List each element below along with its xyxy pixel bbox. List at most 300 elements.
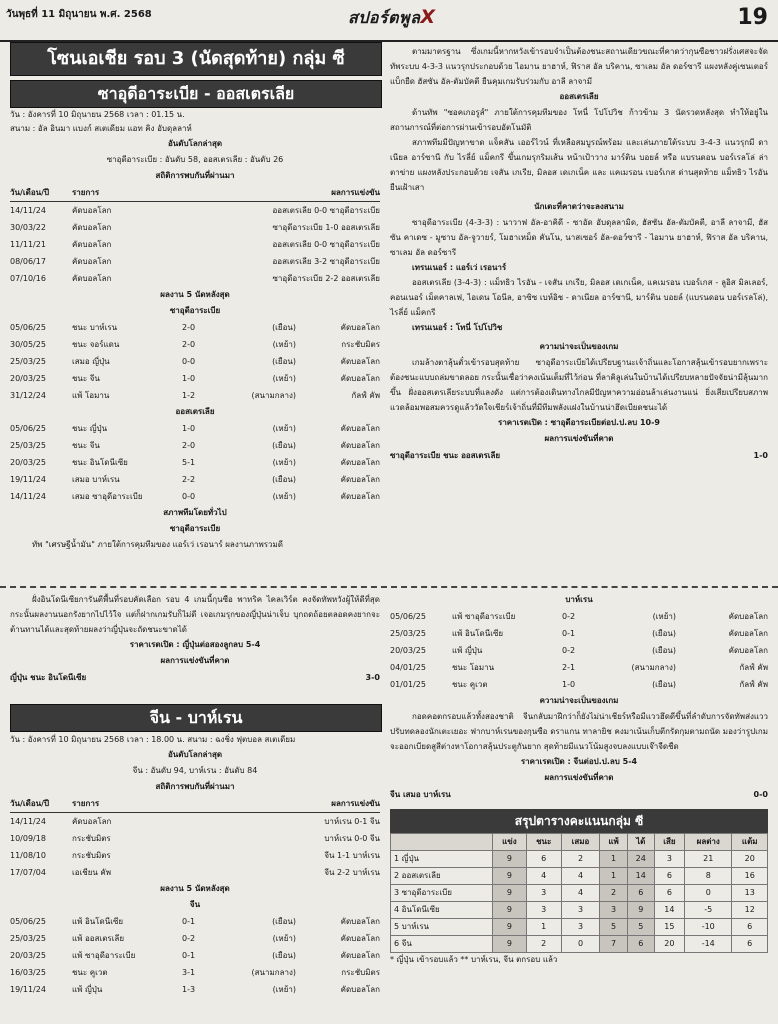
japan-indo-score: 3-0 [365, 673, 380, 682]
form-venue: (เยือน) [652, 680, 676, 689]
standings-cell: 15 [654, 919, 684, 936]
standings-col-header: เสมอ [561, 834, 600, 851]
form-date: 31/12/24 [10, 391, 46, 400]
m3-rank-text: จีน : อันดับ 94, บาห์เรน : อันดับ 84 [132, 766, 258, 775]
form-venue: (เยือน) [272, 951, 296, 960]
standings-row [391, 919, 768, 936]
form-venue: (สนามกลาง) [631, 663, 676, 672]
form-venue: (เหย้า) [272, 934, 296, 943]
h2h-result: จีน 2-2 บาห์เรน [324, 868, 380, 877]
form-competition: คัดบอลโลก [340, 475, 380, 484]
h2h-row [10, 830, 380, 847]
m3-form-team2: บาห์เรน [565, 595, 593, 604]
m3-form-list-team1 [10, 913, 380, 998]
form-venue: (สนามกลาง) [251, 968, 296, 977]
m3-h2h-col-result: ผลการแข่งขัน [331, 799, 380, 808]
form-row [390, 608, 768, 625]
form-row [10, 471, 380, 488]
standings-cell: -10 [685, 919, 732, 936]
saudi-analysis: ตามมาตรฐาน ซึ่งเกมนี้หากหวังเข้ารอบจำเป็นต้องชนะสถานเดียวขณะที่คาดว่ากุนซือชาวฝรั่งเศสจะจัดทัพระบบ 4-3-3 แนวรุกประกอบด้วย ไอมาน ยาฮาห์, ฟิราส อัล บริคาน, ซาเลม อัล ดอร์ซารี แผงหลังคู่เซนเตอร์แบ็กยืด ฮัสซัน อัล-ตัมบัคตี ยืนคุมเกมรับร่วมกับ อาลี ลาจามี [390, 47, 768, 86]
h2h-row [10, 813, 380, 830]
form-date: 25/03/25 [10, 441, 46, 450]
m3-h2h-col-comp: รายการ [72, 799, 100, 808]
form-score: 1-3 [182, 985, 196, 994]
h2h-date: 10/09/18 [10, 834, 46, 843]
standings-cell: 2 [600, 885, 627, 902]
form-date: 25/03/25 [10, 357, 46, 366]
aus-heading: ออสเตรเลีย [559, 92, 599, 101]
standings-cell: 24 [627, 851, 654, 868]
standings-cell: 1 [600, 851, 627, 868]
form-score: 2-0 [182, 340, 196, 349]
form-score: 0-0 [182, 492, 196, 501]
form-date: 05/06/25 [10, 424, 46, 433]
page-header [0, 0, 778, 42]
match2-tail [10, 592, 380, 686]
standings-row [391, 868, 768, 885]
form-venue: (เยือน) [272, 475, 296, 484]
form-competition: คัดบอลโลก [340, 323, 380, 332]
form-competition: กัลฟ์ คัพ [351, 391, 380, 400]
match3-title: จีน - บาห์เรน [10, 704, 382, 732]
h2h-result: บาห์เรน 0-0 จีน [324, 834, 380, 843]
form-row [10, 454, 380, 471]
form-row [10, 319, 380, 336]
form-competition: คัดบอลโลก [340, 951, 380, 960]
standings-cell: 4 [526, 868, 561, 885]
prediction-text: ซาอุดีอาระเบีย ชนะ ออสเตรเลีย [390, 451, 501, 460]
m3-rank-heading: อันดับโลกล่าสุด [167, 750, 223, 759]
standings-cell: 3 [561, 919, 600, 936]
match1-info-time: วัน : อังคารที่ 10 มิถุนายน 2568 เวลา : 01.15 น. [10, 110, 185, 119]
team-news-sub: ซาอุดีอาระเบีย [169, 524, 221, 533]
h2h-competition: คัดบอลโลก [72, 257, 112, 266]
form-competition: คัดบอลโลก [340, 985, 380, 994]
form-venue: (เหย้า) [272, 374, 296, 383]
form-score: 0-1 [182, 917, 196, 926]
form-list-team2 [10, 420, 380, 505]
standings-cell: 3 [526, 902, 561, 919]
form-date: 20/03/25 [390, 646, 426, 655]
standings-col-header: เสีย [654, 834, 684, 851]
form-date: 01/01/25 [390, 680, 426, 689]
form-date: 16/03/25 [10, 968, 46, 977]
standings-col-header: แพ้ [600, 834, 627, 851]
aus-analysis-2: สภาพทีมมีปัญหาขาด แจ็คสัน เออร์ไวน์ ที่เหลือสมบูรณ์พร้อม และเล่นภายใต้ระบบ 3-4-3 แนวรุกมี ดาเนียล อาร์ซานี กับ ไรลี่ย์ แม็คกรี ขึ้นเกมรุกริมเส้น หน้าเป้าวาง มาร์ติน บอยล์ หรือ แบรนดอน บอร์เรลโล่ ล่าตาข่าย แผงหลังประกอบด้วย เจสัน เกเรีย, มิลอส เดเกเน็ค และ แคเมรอน เบอร์เกส ด่านสุดท้าย แม็ทธิว ไรอัน ยืนเฝ้าเสา [390, 138, 768, 192]
form-row [10, 930, 380, 947]
form-opponent: ชนะ บาห์เรน [72, 323, 118, 332]
japan-indo-text: ฝั่งอินโดนีเซียการันตีพื้นที่รอบคัดเลือก รอบ 4 เกมนี้กุนซือ พาทริค ไคลเวิร์ต คงจัดทัพหวังผู้ให้ดีที่สุด กระนั้นผลงานนอกรังยากไปไว้ใจ แต่ก็ฝากเกมรับก็ไม่ดี เจอเกมรุกของญี่ปุ่นน่าเจ็บ บุกถดถ้อยตลอดคงยากจะต้านทานได้และสุดท้ายผลงว่าญี่ปุ่นจะถัดชนะขาดได้ [10, 595, 380, 634]
form-row [390, 642, 768, 659]
h2h-date: 07/10/16 [10, 274, 46, 283]
h2h-result: บาห์เรน 0-1 จีน [324, 817, 380, 826]
standings-cell: 3 [600, 902, 627, 919]
h2h-result: ออสเตรเลีย 0-0 ซาอุดีอาระเบีย [272, 240, 380, 249]
h2h-date: 14/11/24 [10, 206, 46, 215]
standings-cell: 1 [526, 919, 561, 936]
standings-cell: 6 [654, 885, 684, 902]
form-date: 19/11/24 [10, 985, 46, 994]
form-opponent: เสมอ ญี่ปุ่น [72, 357, 110, 366]
form-opponent: ชนะ ญี่ปุ่น [72, 424, 108, 433]
h2h-row [10, 202, 380, 219]
form-venue: (เยือน) [272, 323, 296, 332]
standings-cell: 4 [561, 868, 600, 885]
standings-cell: 9 [492, 868, 526, 885]
standings-note: * ญี่ปุ่น เข้ารอบแล้ว ** บาห์เรน, จีน ตกรอบ แล้ว [390, 955, 558, 964]
form-competition: คัดบอลโลก [728, 612, 768, 621]
form-opponent: แพ้ อินโดนีเซีย [452, 629, 504, 638]
standings-cell: 12 [732, 902, 768, 919]
form-date: 05/06/25 [10, 917, 46, 926]
form-opponent: ชนะ คูเวต [72, 968, 108, 977]
h2h-date: 30/03/22 [10, 223, 46, 232]
form-row [10, 488, 380, 505]
h2h-result: ออสเตรเลีย 0-0 ซาอุดีอาระเบีย [272, 206, 380, 215]
form-competition: กัลฟ์ คัพ [739, 680, 768, 689]
form-date: 25/03/25 [390, 629, 426, 638]
h2h-competition: คัดบอลโลก [72, 274, 112, 283]
form-competition: คัดบอลโลก [340, 934, 380, 943]
section-title: โซนเอเชีย รอบ 3 (นัดสุดท้าย) กลุ่ม ซี [10, 42, 382, 76]
form-score: 1-0 [182, 424, 196, 433]
chance-heading: ความน่าจะเป็นของเกม [539, 342, 619, 351]
standings-cell: 3 [561, 902, 600, 919]
form-opponent: ชนะ จีน [72, 441, 100, 450]
form-opponent: แพ้ ญี่ปุ่น [452, 646, 483, 655]
page-number: 19 [737, 5, 768, 30]
h2h-date: 11/08/10 [10, 851, 46, 860]
form-competition: คัดบอลโลก [340, 458, 380, 467]
standings-col-header: แข่ง [492, 834, 526, 851]
standings-cell: 6 [627, 885, 654, 902]
japan-indo-pred-row [10, 669, 380, 686]
h2h-row [10, 864, 380, 881]
standings-cell: 4 [561, 885, 600, 902]
form-venue: (เหย้า) [272, 492, 296, 501]
match1-right [390, 44, 768, 464]
h2h-row [10, 219, 380, 236]
m3-form-heading: ผลงาน 5 นัดหลังสุด [160, 884, 230, 893]
form-date: 25/03/25 [10, 934, 46, 943]
h2h-date: 17/07/04 [10, 868, 46, 877]
form-score: 0-0 [182, 357, 196, 366]
h2h-competition: คัดบอลโลก [72, 817, 112, 826]
standings-team: 6 จีน [391, 936, 493, 953]
prediction-heading: ผลการแข่งขันที่คาด [544, 434, 614, 443]
aus-analysis-1: ด้านทัพ "ซอคเกอรูส์" ภายใต้การคุมทีมของ โทนี่ โปโปวิช ก้าวข้าม 3 นัดรวดหลังสุด ทำให้อยู่ในสถานการณ์ที่ต่อการผ่านเข้ารอบอัตโนมัติ [390, 108, 768, 132]
h2h-result: ซาอุดีอาระเบีย 1-0 ออสเตรเลีย [272, 223, 380, 232]
standings-cell: 9 [492, 902, 526, 919]
m3-h2h-heading: สถิติการพบกันที่ผ่านมา [155, 782, 235, 791]
match1-title: ซาอุดีอาระเบีย - ออสเตรเลีย [10, 80, 382, 108]
standings-cell: 8 [685, 868, 732, 885]
h2h-result: ออสเตรเลีย 3-2 ซาอุดีอาระเบีย [272, 257, 380, 266]
form-score: 0-1 [182, 951, 196, 960]
form-venue: (เยือน) [272, 357, 296, 366]
form-competition: คัดบอลโลก [340, 917, 380, 926]
h2h-date: 11/11/21 [10, 240, 46, 249]
m3-chance-text: กอดคอตกรอบแล้วทั้งสองชาติ จีนกลับมาฝีกว่าก็ยังไม่น่าเชียร์หรือมีแววฮึดดีขึ้นที่ลำดับการจัดทัพส่งแววปรับทดลองนักเตะเยอะ ฟากบาห์เรนของกุนซือ ดราแกน ทาลายิช คงมาเน้นเก็บตีกรัดกุมตามถนัด มองว่ารูปเกมจะออกเบียดสูสีต่างหาโอกาสลุ้นประตูกันยาก สุดท้ายมีแนวโน้มสูงจบลงแบบเจ๊าจืดชืด [390, 712, 768, 751]
standings-cell: 6 [654, 868, 684, 885]
standings-cell: 9 [492, 936, 526, 953]
standings-row [391, 851, 768, 868]
standings-team-col [391, 834, 493, 851]
team-news-text: ทัพ "เศรษฐีน้ำมัน" ภายใต้การคุมทีมของ แอร์เว่ เรอนาร์ ผลงานภาพรวมดี [32, 540, 283, 549]
h2h-competition: คัดบอลโลก [72, 206, 112, 215]
m3-h2h-header-row [10, 795, 380, 813]
form-score: 0-1 [562, 629, 576, 638]
h2h-date: 08/06/17 [10, 257, 46, 266]
form-date: 20/03/25 [10, 458, 46, 467]
form-team1: ซาอุดีอาระเบีย [169, 306, 221, 315]
form-opponent: ชนะ คูเวต [452, 680, 488, 689]
form-opponent: แพ้ ซาอุดีอาระเบีย [452, 612, 516, 621]
standings-team: 1 ญี่ปุ่น [391, 851, 493, 868]
standings-cell: 6 [526, 851, 561, 868]
standings-row [391, 936, 768, 953]
form-opponent: แพ้ อินโดนีเซีย [72, 917, 124, 926]
form-opponent: ชนะ จอร์แดน [72, 340, 120, 349]
form-team2: ออสเตรเลีย [175, 407, 215, 416]
form-row [10, 964, 380, 981]
lineup-aus: ออสเตรเลีย (3-4-3) : แม็ทธิว ไรอัน - เจสัน เกเรีย, มิลอส เดเกเน็ค, แคเมรอน เบอร์เกส - ลูอิส มิลเลอร์, คอนเนอร์ เม็ตคาลเฟ, ไอเดน โอนีล, อาซิซ เบห์อิช - ดาเนียล อาร์ซานี, มาร์ติน บอยล์ (แบรนดอน บอร์เรลโล่), ไรลี่ย์ แม็คกรี [390, 278, 768, 317]
form-competition: กระชับมิตร [341, 968, 380, 977]
match3-info: วัน : อังคารที่ 10 มิถุนายน 2568 เวลา : 18.00 น. สนาม : ฉงชิ่ง ฟุตบอล สเตเดียม [10, 735, 296, 744]
form-opponent: แพ้ โอมาน [72, 391, 110, 400]
standings-title: สรุปตารางคะแนนกลุ่ม ซี [390, 809, 768, 833]
h2h-competition: เอเชียน คัพ [72, 868, 112, 877]
h2h-competition: กระชับมิตร [72, 834, 111, 843]
standings-table [390, 833, 768, 953]
form-competition: กระชับมิตร [341, 340, 380, 349]
h2h-result: จีน 1-1 บาห์เรน [324, 851, 380, 860]
standings-col-header: แต้ม [732, 834, 768, 851]
newspaper-logo: สปอร์ตพูลX [348, 6, 436, 28]
h2h-date: 14/11/24 [10, 817, 46, 826]
form-row [10, 370, 380, 387]
japan-indo-pred: ญี่ปุ่น ชนะ อินโดนีเซีย [10, 673, 87, 682]
form-opponent: ชนะ อินโดนีเซีย [72, 458, 128, 467]
h2h-row [10, 253, 380, 270]
standings-cell: 7 [600, 936, 627, 953]
form-date: 05/06/25 [10, 323, 46, 332]
m3-h2h-list [10, 813, 380, 881]
m3-price: ราคาเรตเปิด : จีนต่อป.ป.ลบ 5-4 [520, 757, 638, 766]
match3-right [390, 592, 768, 967]
standings-cell: 5 [627, 919, 654, 936]
lineup-heading: นักเตะที่คาดว่าจะลงสนาม [534, 202, 624, 211]
form-opponent: ชนะ โอมาน [452, 663, 495, 672]
form-heading: ผลงาน 5 นัดหลังสุด [160, 290, 230, 299]
m3-chance-heading: ความน่าจะเป็นของเกม [539, 696, 619, 705]
m3-h2h-col-date: วัน/เดือน/ปี [10, 799, 50, 808]
h2h-list [10, 202, 380, 287]
form-row [390, 676, 768, 693]
form-venue: (เยือน) [652, 646, 676, 655]
standings-cell: -5 [685, 902, 732, 919]
form-competition: กัลฟ์ คัพ [739, 663, 768, 672]
form-score: 2-1 [562, 663, 576, 672]
form-date: 04/01/25 [390, 663, 426, 672]
standings-col-header: ผลต่าง [685, 834, 732, 851]
standings-team: 2 ออสเตรเลีย [391, 868, 493, 885]
standings-cell: 9 [492, 851, 526, 868]
match1-info-venue: สนาม : อัล อินมา แบงก์ สเตเดียม แอท คิง อับดุลลาห์ [10, 124, 192, 133]
form-venue: (เยือน) [272, 917, 296, 926]
form-score: 2-0 [182, 323, 196, 332]
standings-cell: 0 [561, 936, 600, 953]
form-date: 19/11/24 [10, 475, 46, 484]
match1-left [10, 108, 380, 552]
form-competition: คัดบอลโลก [340, 374, 380, 383]
standings-cell: 21 [685, 851, 732, 868]
section-divider [0, 586, 778, 588]
form-competition: คัดบอลโลก [340, 357, 380, 366]
form-score: 0-2 [562, 646, 576, 655]
standings-cell: 14 [654, 902, 684, 919]
m3-pred-row [390, 786, 768, 803]
standings-cell: 20 [732, 851, 768, 868]
form-row [10, 981, 380, 998]
standings-cell: 16 [732, 868, 768, 885]
h2h-competition: คัดบอลโลก [72, 240, 112, 249]
coach-aus: เทรนเนอร์ : โทนี่ โปโปวิช [412, 323, 503, 332]
standings-row [391, 885, 768, 902]
standings-cell: 3 [654, 851, 684, 868]
form-date: 20/03/25 [10, 374, 46, 383]
form-competition: คัดบอลโลก [340, 492, 380, 501]
standings-col-header: ได้ [627, 834, 654, 851]
standings-cell: 20 [654, 936, 684, 953]
standings-team: 3 ซาอุดีอาระเบีย [391, 885, 493, 902]
form-opponent: แพ้ ออสเตรเลีย [72, 934, 125, 943]
form-score: 0-2 [562, 612, 576, 621]
form-score: 5-1 [182, 458, 196, 467]
form-score: 0-2 [182, 934, 196, 943]
standings-col-header: ชนะ [526, 834, 561, 851]
standings-cell: 1 [600, 868, 627, 885]
form-venue: (เหย้า) [272, 458, 296, 467]
standings-cell: 5 [600, 919, 627, 936]
m3-pred: จีน เสมอ บาห์เรน [390, 790, 451, 799]
standings-team: 4 อินโดนีเซีย [391, 902, 493, 919]
h2h-col-result: ผลการแข่งขัน [331, 188, 380, 197]
m3-form-team1: จีน [189, 900, 201, 909]
form-row [10, 437, 380, 454]
form-row [10, 947, 380, 964]
form-score: 1-0 [562, 680, 576, 689]
form-score: 2-2 [182, 475, 196, 484]
prediction-row [390, 447, 768, 464]
japan-indo-pred-heading: ผลการแข่งขันที่คาด [160, 656, 230, 665]
standings-cell: 6 [732, 936, 768, 953]
h2h-heading: สถิติการพบกันที่ผ่านมา [155, 171, 235, 180]
form-competition: คัดบอลโลก [340, 424, 380, 433]
form-venue: (เหย้า) [272, 340, 296, 349]
standings-cell: 9 [627, 902, 654, 919]
form-opponent: ชนะ จีน [72, 374, 100, 383]
rank-text: ซาอุดีอาระเบีย : อันดับ 58, ออสเตรเลีย : อันดับ 26 [106, 155, 284, 164]
chance-text: เกมล้างตาลุ้นตั๋วเข้ารอบสุดท้าย ซาอุดีอาระเบียได้เปรียบฐานะเจ้าถิ่นและโอกาสลุ้นเข้ารอบยากเพราะต้องชนะแบบถล่มขาดลอย กระนั้นเชื่อว่าคงเน้นเต็มที่ไว้ก่อน ที่ลาคิลูเล่นในบ้านได้เปรียบหลายปัจจัยน่ามีลุ้นมากขึ้น ฝั่งออสเตรเลียระบบที่แลงดัง แต่การต้องเดินทางไกลมีปัญหาความอ่อนล้าเล่นงานแน่ ยิ่งเสียเปรียบสภาพแวดล้อมพอสมควรดูแล้ววัดใจเชียร์เจ้าถิ่นที่มีทีมพลังแฝงในบ้านน่าฮึดเบียดชนะได้ [390, 358, 768, 412]
form-date: 20/03/25 [10, 951, 46, 960]
form-score: 1-0 [182, 374, 196, 383]
standings-cell: 9 [492, 885, 526, 902]
h2h-competition: กระชับมิตร [72, 851, 111, 860]
form-competition: คัดบอลโลก [728, 629, 768, 638]
standings-cell: 13 [732, 885, 768, 902]
m3-form-list-team2 [390, 608, 768, 693]
form-opponent: แพ้ ซาอุดีอาระเบีย [72, 951, 136, 960]
match3-left [10, 733, 380, 998]
standings-cell: 2 [561, 851, 600, 868]
form-row [390, 625, 768, 642]
h2h-row [10, 270, 380, 287]
h2h-col-date: วัน/เดือน/ปี [10, 188, 50, 197]
form-venue: (เยือน) [272, 441, 296, 450]
prediction-score: 1-0 [753, 451, 768, 460]
standings-cell: 3 [526, 885, 561, 902]
form-row [10, 420, 380, 437]
standings-cell: -14 [685, 936, 732, 953]
form-score: 3-1 [182, 968, 196, 977]
standings-cell: 9 [492, 919, 526, 936]
form-score: 2-0 [182, 441, 196, 450]
h2h-row [10, 236, 380, 253]
h2h-competition: คัดบอลโลก [72, 223, 112, 232]
m3-pred-heading: ผลการแข่งขันที่คาด [544, 773, 614, 782]
japan-indo-price: ราคาเรตเปิด : ญี่ปุ่นต่อสองลูกลบ 5-4 [129, 640, 261, 649]
h2h-header-row [10, 184, 380, 202]
form-opponent: เสมอ ซาอุดีอาระเบีย [72, 492, 143, 501]
standings-cell: 6 [627, 936, 654, 953]
standings-row [391, 902, 768, 919]
standings-cell: 14 [627, 868, 654, 885]
form-venue: (เหย้า) [652, 612, 676, 621]
form-venue: (เยือน) [652, 629, 676, 638]
m3-pred-score: 0-0 [753, 790, 768, 799]
lineup-saudi: ซาอุดีอาระเบีย (4-3-3) : นาวาฟ อัล-อาคิดี - ซาอัด อับดุลลามิด, ฮัสซัน อัล-ตัมบัคตี, อาลี ลาจามี, ฮัสซัน คาเดซ - มูซาบ อัล-จูวายร์, โมฮาเหม็ด คันโน, นาสเซอร์ อัล-ดอว์ซารี - ไอมาน ยาฮาห์, ฟิราส อัล บริคาน, ซาเลม อัล ดอร์ซารี [390, 218, 768, 257]
standings-cell: 6 [732, 919, 768, 936]
form-venue: (เหย้า) [272, 424, 296, 433]
form-competition: คัดบอลโลก [340, 441, 380, 450]
h2h-col-comp: รายการ [72, 188, 100, 197]
form-row [10, 353, 380, 370]
form-row [10, 336, 380, 353]
h2h-result: ซาอุดีอาระเบีย 2-2 ออสเตรเลีย [272, 274, 380, 283]
form-competition: คัดบอลโลก [728, 646, 768, 655]
form-venue: (เหย้า) [272, 985, 296, 994]
h2h-row [10, 847, 380, 864]
coach-saudi: เทรนเนอร์ : แอร์เว่ เรอนาร์ [412, 263, 507, 272]
form-date: 05/06/25 [390, 612, 426, 621]
form-row [10, 387, 380, 404]
form-opponent: แพ้ ญี่ปุ่น [72, 985, 103, 994]
form-score: 1-2 [182, 391, 196, 400]
rank-heading: อันดับโลกล่าสุด [167, 139, 223, 148]
standings-team: 5 บาห์เรน [391, 919, 493, 936]
form-row [10, 913, 380, 930]
standings-cell: 0 [685, 885, 732, 902]
form-date: 14/11/24 [10, 492, 46, 501]
form-row [390, 659, 768, 676]
form-venue: (สนามกลาง) [251, 391, 296, 400]
issue-date: วันพุธที่ 11 มิถุนายน พ.ศ. 2568 [6, 9, 152, 20]
standings-cell: 2 [526, 936, 561, 953]
form-list-team1 [10, 319, 380, 404]
form-date: 30/05/25 [10, 340, 46, 349]
team-news-heading: สภาพทีมโดยทั่วไป [163, 508, 227, 517]
